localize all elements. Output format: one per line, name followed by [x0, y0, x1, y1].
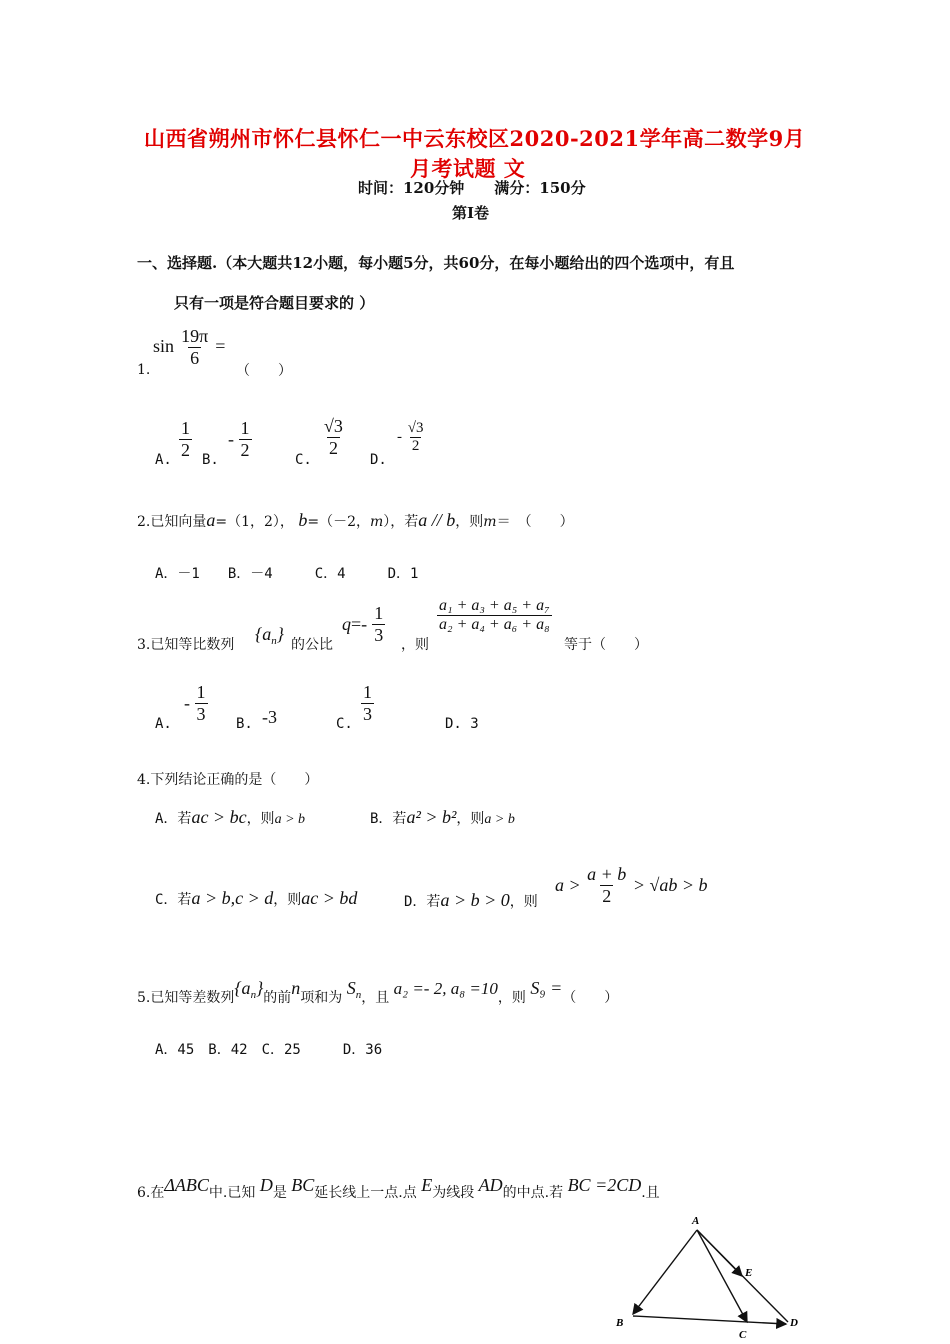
q3-frac-den: a₂ + a₄ + a₆ + a₈ [439, 616, 550, 633]
q1-a-num: 1 [181, 418, 190, 438]
q4-option-c [155, 888, 357, 909]
question-4-stem: 4.下列结论正确的是（ ） [137, 772, 319, 788]
q3-q-den: 3 [374, 625, 384, 645]
q2-then: ，则 [455, 514, 484, 530]
label-a: A [692, 1215, 700, 1227]
q3-seq-sub: n [271, 635, 277, 647]
q1-label-b: B. [202, 452, 219, 468]
q4-a-then: ，则 [246, 811, 275, 827]
q2-b-value: =（－2， [307, 514, 370, 530]
label-b: B [616, 1317, 624, 1329]
q4-d-label: D．若 [404, 894, 441, 910]
q1-a-den: 2 [181, 440, 190, 460]
vector-ab [633, 1230, 697, 1314]
q6-p6: 的中点.若 [502, 1185, 564, 1201]
q4-d-frac-den: 2 [602, 886, 612, 906]
q6-relation: BC =2CD [567, 1175, 642, 1195]
q5-s9: S₉ = [530, 978, 563, 998]
label-d: D [790, 1317, 798, 1329]
q4-option-d [404, 890, 538, 911]
triangle-figure [608, 1210, 808, 1344]
q1-option-b [228, 418, 252, 461]
q3-frac-num: a₁ + a₃ + a₅ + a₇ [439, 597, 550, 614]
q3-a-den: 3 [196, 704, 206, 724]
q1-option-d [397, 420, 425, 455]
q2-vector-a: a [206, 510, 216, 530]
q2-m: m [370, 514, 384, 530]
page-title: 山西省朔州市怀仁县怀仁一中云东校区2020-2021学年高二数学9月 [144, 126, 806, 151]
q1-option-a [179, 418, 192, 461]
q4-d-cond: a > b > 0 [440, 890, 510, 910]
question-3-text: 3.已知等比数列 [137, 637, 235, 653]
q6-e: E [421, 1175, 433, 1195]
q6-p4: 延长线上一点.点 [314, 1185, 417, 1201]
q5-mid: 的前 [263, 990, 292, 1006]
q5-then: ，则 [497, 990, 526, 1006]
q3-fraction [437, 597, 552, 634]
q1-b-den: 2 [240, 440, 250, 460]
q6-p2: 中.已知 [208, 1185, 256, 1201]
page-title-line2: 月考试题 文 [410, 156, 526, 181]
q2-parallel: a // b [418, 510, 456, 530]
q1-paren: （ ） [236, 363, 292, 379]
q3-a-sign: - [184, 693, 190, 713]
q4-b-label: B．若 [370, 811, 407, 827]
q3-seq: {a [255, 624, 272, 644]
q3-ratio-text: 的公比 [291, 637, 333, 653]
q1-label-a: A. [155, 452, 172, 468]
q5-s-sub: n [355, 989, 362, 1001]
q2-paren: ＝ （ ） [496, 514, 574, 530]
q4-d-res-post: > √ab > b [632, 875, 708, 895]
q4-c-label: C．若 [155, 892, 192, 908]
volume-label: 第Ⅰ卷 [452, 204, 490, 222]
q6-bc: BC [291, 1175, 315, 1195]
q1-c-den: 2 [328, 438, 338, 458]
question-1-number: 1. [137, 362, 151, 378]
q6-d: D [259, 1175, 273, 1195]
q2-m2: m [483, 514, 497, 530]
q5-paren: （ ） [562, 990, 619, 1006]
q5-text: 5.已知等差数列 [137, 990, 235, 1006]
q3-sequence [255, 624, 284, 647]
q4-c-cond: a > b,c > d [191, 888, 274, 908]
label-e: E [745, 1267, 753, 1279]
q4-d-res-pre: a > [555, 875, 581, 895]
label-c: C [739, 1329, 747, 1341]
q6-p7: .且 [641, 1185, 660, 1201]
question-2-options: A．－1 B．－4 C．4 D．1 [155, 566, 419, 582]
q1-b-sign: - [228, 429, 234, 449]
q5-seq-sub: n [250, 989, 257, 1001]
q3-option-a [184, 682, 208, 725]
q4-option-b [370, 807, 515, 828]
q5-n: n [291, 978, 301, 998]
q6-triangle: ΔABC [164, 1175, 209, 1195]
q1-d-sign: - [397, 429, 402, 445]
q5-seq-close: } [256, 978, 264, 998]
section-heading: 一、选择题.（本大题共12小题，每小题5分，共60分，在每小题给出的四个选项中，有且 [137, 254, 735, 272]
section-heading-line2: 只有一项是符合题目要求的 ） [174, 294, 375, 312]
q3-option-c [361, 682, 374, 725]
q4-b-then: ，则 [456, 811, 485, 827]
question-1-stem [153, 326, 225, 369]
q3-c-num: 1 [363, 682, 372, 702]
q3-q-num: 1 [374, 603, 384, 623]
question-5-stem [137, 978, 618, 1007]
q2-vector-b: b [298, 510, 308, 530]
question-6-stem [137, 1175, 660, 1202]
q4-a-label: A．若 [155, 811, 192, 827]
q3-label-b: B. [236, 716, 253, 732]
q4-d-frac-num: a + b [587, 864, 627, 884]
q6-ad: AD [478, 1175, 503, 1195]
q1-frac-num: 19π [181, 326, 209, 346]
q4-c-then: ，则 [273, 892, 302, 908]
vector-ac [697, 1230, 747, 1322]
q5-cond: a₂ =- 2, a₈ =10 [393, 979, 498, 998]
q4-b-res: a > b [484, 812, 515, 827]
q3-then: ，则 [401, 637, 429, 653]
q4-b-cond: a² > b² [406, 807, 457, 827]
q1-d-num: √3 [407, 420, 424, 436]
vector-ae [697, 1230, 742, 1276]
q4-c-res: ac > bd [301, 888, 358, 908]
q1-b-num: 1 [240, 418, 250, 438]
q5-s: S [346, 978, 356, 998]
exam-info: 时间：120分钟 满分：150分 [358, 179, 586, 197]
q1-c-num: √3 [324, 416, 343, 436]
q1-frac-den: 6 [190, 348, 200, 368]
q3-q: q [342, 614, 351, 634]
q4-d-then: ，则 [509, 894, 538, 910]
q4-option-a [155, 807, 305, 828]
q3-q-eq: =- [351, 614, 368, 634]
q2-a-value: =（1，2）， [215, 514, 294, 530]
line-bd [633, 1316, 786, 1324]
sin-label: sin [153, 336, 175, 356]
q6-p1: 6.在 [137, 1185, 165, 1201]
q1-option-c [322, 416, 345, 459]
q5-seq: {a [234, 978, 251, 998]
q2-b-close: ），若 [383, 514, 419, 530]
q3-label-c: C. [336, 716, 353, 732]
q5-and: ，且 [361, 990, 390, 1006]
question-5-options: A．45 B．42 C．25 D．36 [155, 1042, 383, 1058]
q1-label-c: C. [295, 452, 312, 468]
q5-mid2: 项和为 [300, 990, 343, 1006]
q2-text: 2.已知向量 [137, 514, 207, 530]
q4-a-cond: ac > bc [191, 807, 247, 827]
q3-label-a: A. [155, 716, 172, 732]
q3-ratio [342, 603, 385, 646]
q3-option-d: D. 3 [445, 716, 479, 732]
q3-a-num: 1 [196, 682, 206, 702]
q3-option-b: -3 [262, 707, 277, 727]
q6-p3: 是 [272, 1185, 287, 1201]
q3-seq-close: } [276, 624, 284, 644]
q1-d-den: 2 [411, 438, 420, 454]
question-2-stem [137, 510, 574, 531]
q6-p5: 为线段 [432, 1185, 475, 1201]
q3-c-den: 3 [363, 704, 372, 724]
q3-equals: 等于（ ） [564, 637, 648, 653]
q1-fraction [179, 326, 210, 369]
q1-label-d: D. [370, 452, 387, 468]
q1-eq: = [215, 336, 226, 356]
q4-a-res: a > b [274, 812, 306, 827]
q4-d-result [555, 864, 707, 907]
